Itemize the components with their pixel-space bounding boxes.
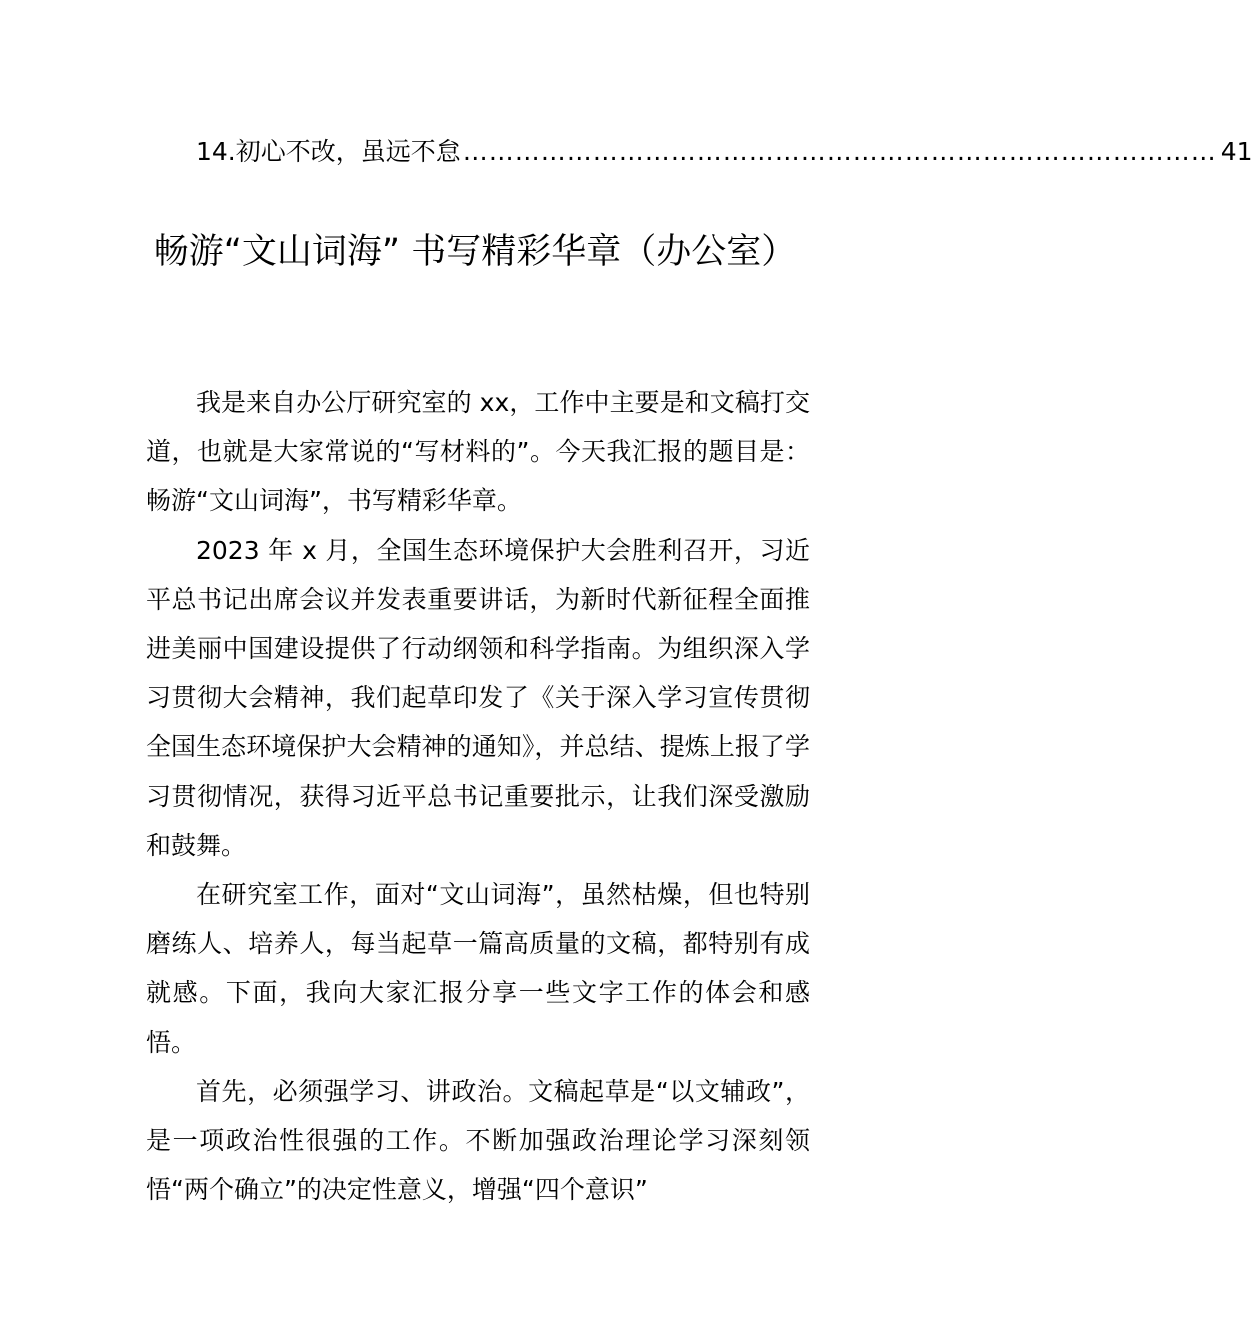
toc-page-number: 41 (1220, 137, 1253, 166)
toc-entry[interactable] (196, 130, 1253, 174)
paragraph-conference: 2023 年 x 月，全国生态环境保护大会胜利召开，习近平总书记出席会议并发表重要讲话，为新时代新征程全面推进美丽中国建设提供了行动纲领和科学指南。为组织深入学习贯彻大会精神，我们起草印发了《关于深入学习宣传贯彻全国生态环境保护大会精神的通知》，并总结、提炼上报了学习贯彻情况，获得习近平总书记重要批示，让我们深受激励和鼓舞。 (146, 535, 810, 860)
paragraph-intro: 我是来自办公厅研究室的 xx，工作中主要是和文稿打交道，也就是大家常说的“写材料的”。今天我汇报的题目是：畅游“文山词海”，书写精彩华章。 (146, 388, 810, 516)
paragraph-first-point: 首先，必须强学习、讲政治。文稿起草是“以文辅政”，是一项政治性很强的工作。不断加强政治理论学习深刻领悟“两个确立”的决定性意义，增强“四个意识” (146, 1076, 810, 1205)
document-title: 畅游“文山词海” 书写精彩华章（办公室） (153, 232, 797, 272)
document-body (146, 378, 810, 1214)
toc-dot-leader: …………………………………………………………………………… (462, 137, 1217, 166)
paragraph-research-office: 在研究室工作，面对“文山词海”，虽然枯燥，但也特别磨练人、培养人，每当起草一篇高质量的文稿，都特别有成就感。下面，我向大家汇报分享一些文字工作的体会和感悟。 (146, 880, 810, 1057)
toc-entry-title: 14.初心不改，虽远不怠 (196, 137, 461, 166)
